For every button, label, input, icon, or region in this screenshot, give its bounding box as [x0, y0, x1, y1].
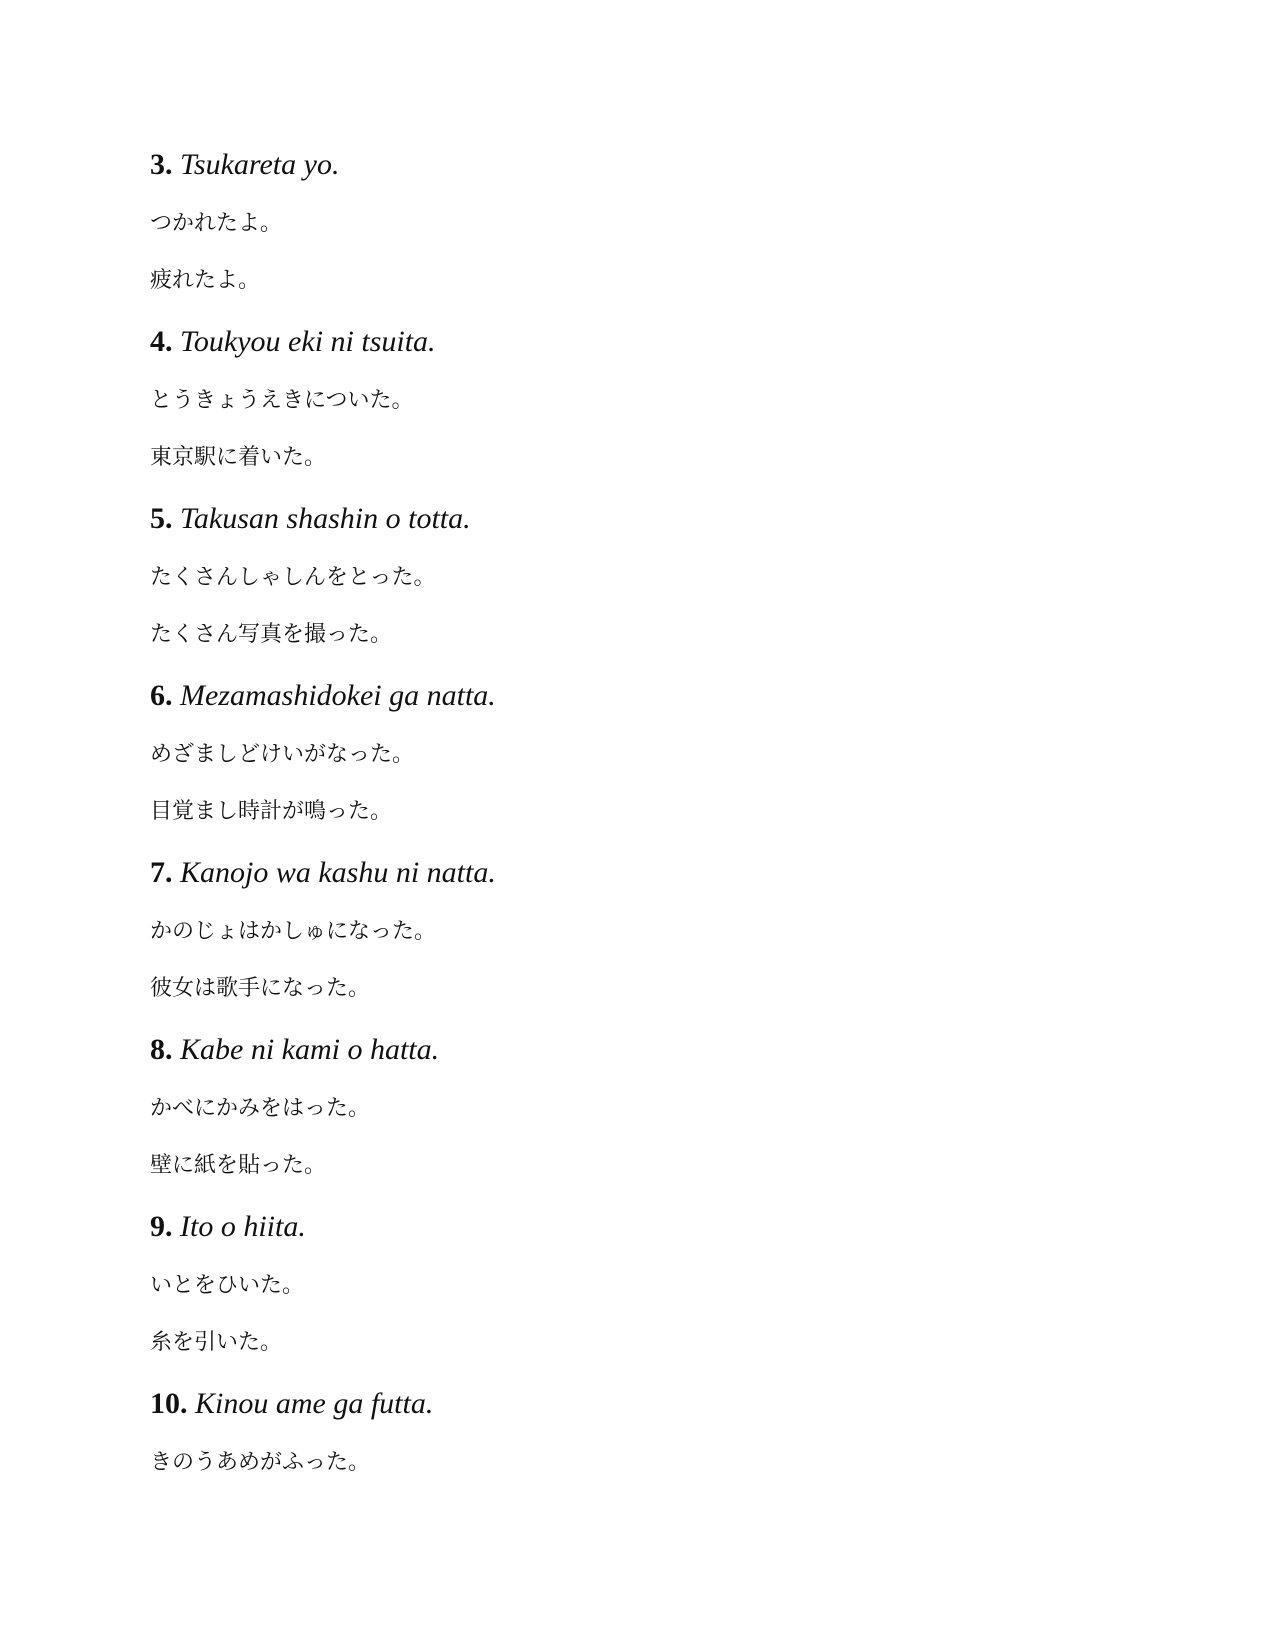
entry-number: 8.: [150, 1033, 173, 1066]
entry-romaji: Takusan shashin o totta.: [180, 502, 471, 535]
entry-romaji: Kanojo wa kashu ni natta.: [180, 856, 496, 889]
entry-number: 5.: [150, 502, 173, 535]
entry-romaji: Kabe ni kami o hatta.: [180, 1033, 440, 1066]
entry-heading: [150, 853, 496, 893]
entry-number: 7.: [150, 856, 173, 889]
entry-kanji: 疲れたよ。: [150, 268, 261, 293]
entry-kana: めざましどけいがなった。: [150, 742, 415, 767]
entry-heading: [150, 145, 339, 185]
entry-kana: かのじょはかしゅになった。: [150, 919, 437, 944]
entry-kana: きのうあめがふった。: [150, 1450, 371, 1475]
entry-heading: [150, 676, 496, 716]
entry-heading: [150, 1384, 433, 1424]
entry-kana: いとをひいた。: [150, 1273, 305, 1298]
entry-8: [150, 1030, 1150, 1207]
entry-4: [150, 322, 1150, 499]
entry-kanji: 目覚まし時計が鳴った。: [150, 799, 393, 824]
entry-kanji: 壁に紙を貼った。: [150, 1153, 327, 1178]
entry-heading: [150, 322, 436, 362]
entry-10: [150, 1384, 1150, 1561]
entry-3: [150, 145, 1150, 322]
entry-kanji: たくさん写真を撮った。: [150, 622, 393, 647]
entry-number: 10.: [150, 1387, 188, 1420]
entry-heading: [150, 1207, 306, 1247]
entry-romaji: Kinou ame ga futta.: [195, 1387, 434, 1420]
entry-kanji: 彼女は歌手になった。: [150, 976, 371, 1001]
entry-number: 9.: [150, 1210, 173, 1243]
entry-romaji: Mezamashidokei ga natta.: [180, 679, 496, 712]
entry-kanji: 糸を引いた。: [150, 1330, 283, 1355]
entry-number: 4.: [150, 325, 173, 358]
entry-kana: かべにかみをはった。: [150, 1096, 371, 1121]
entry-kana: とうきょうえきについた。: [150, 388, 414, 413]
entry-romaji: Ito o hiita.: [180, 1210, 306, 1243]
entry-6: [150, 676, 1150, 853]
entry-number: 3.: [150, 148, 173, 181]
entry-kanji: 東京駅に着いた。: [150, 445, 327, 470]
entry-5: [150, 499, 1150, 676]
entry-number: 6.: [150, 679, 173, 712]
document-page: [150, 145, 1150, 1561]
entry-kana: つかれたよ。: [150, 211, 283, 236]
entry-7: [150, 853, 1150, 1030]
entry-9: [150, 1207, 1150, 1384]
entry-heading: [150, 499, 471, 539]
entry-romaji: Tsukareta yo.: [180, 148, 340, 181]
entry-kana: たくさんしゃしんをとった。: [150, 565, 436, 590]
entry-heading: [150, 1030, 439, 1070]
entry-romaji: Toukyou eki ni tsuita.: [180, 325, 436, 358]
